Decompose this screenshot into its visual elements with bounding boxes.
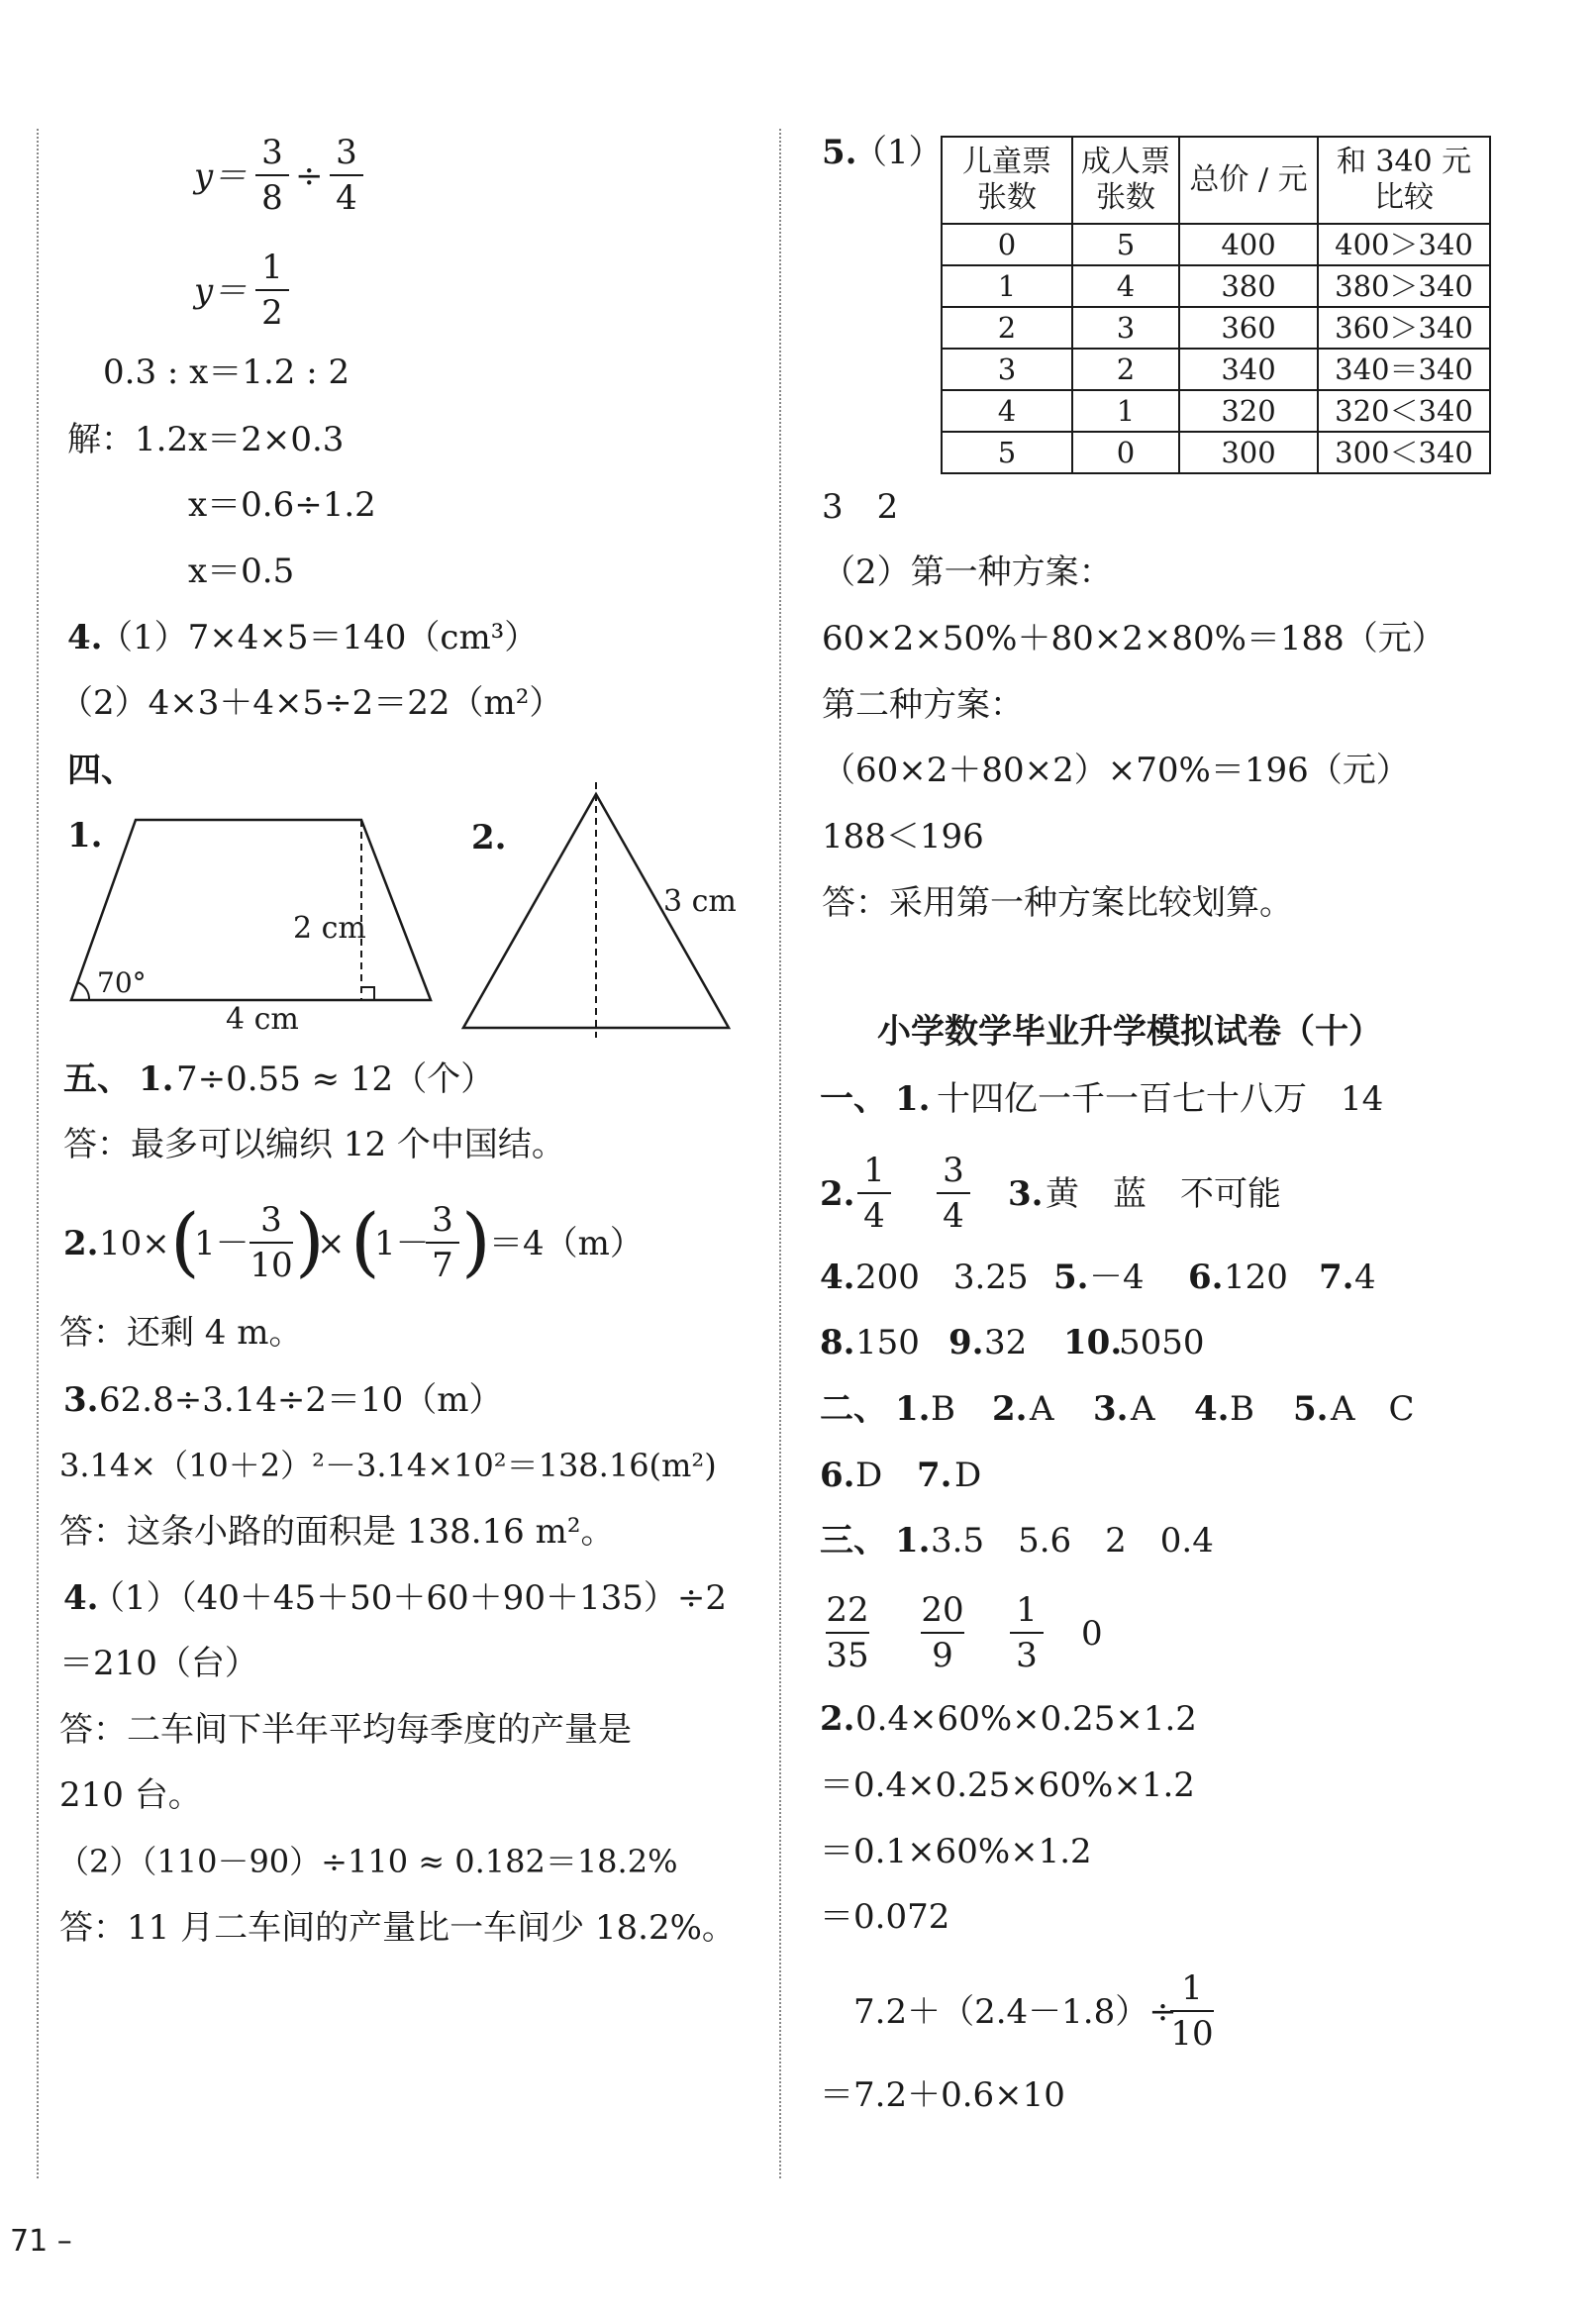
expression-part: 1－ [374, 1224, 430, 1263]
question-number: 4. [63, 1578, 99, 1618]
answer-value: 0 [1081, 1614, 1103, 1654]
question-number: 2. [820, 1699, 855, 1739]
answer-value: D [855, 1456, 883, 1495]
answer-line: （2）第一种方案： [822, 553, 1113, 592]
equation-line: x＝0.6÷1.2 [188, 485, 376, 525]
answer-line: 0.4×60%×0.25×1.2 [855, 1699, 1197, 1739]
table-header-cell: 儿童票 张数 [942, 137, 1072, 224]
question-number: 6. [1188, 1258, 1224, 1297]
question-number: 3. [1008, 1174, 1044, 1214]
question-number: 1. [139, 1059, 174, 1099]
paren-open: ( [350, 1197, 380, 1285]
answer-line: 答：这条小路的面积是 138.16 m²。 [59, 1512, 615, 1552]
answer-line: 3 2 [822, 487, 899, 527]
table-row: 1 4 380 380＞340 [942, 265, 1490, 307]
paren-close: ) [461, 1197, 491, 1285]
question-number: 5. [1053, 1258, 1089, 1297]
answer-value: A [1131, 1389, 1155, 1429]
fraction: 1 10 [1170, 1968, 1214, 2054]
fraction: 22 35 [826, 1590, 869, 1675]
answer-line: ＝0.1×60%×1.2 [820, 1832, 1092, 1871]
question-number: 1. [895, 1521, 931, 1561]
trapezoid-base-label: 4 cm [226, 1002, 299, 1037]
trapezoid-angle-label: 70° [97, 966, 147, 999]
answer-line: 7÷0.55 ≈ 12（个） [176, 1059, 495, 1099]
question-number: 10. [1063, 1323, 1123, 1362]
eq-y-label: y＝ [194, 271, 248, 311]
answer-value: 120 [1224, 1258, 1288, 1297]
table-header-cell: 成人票 张数 [1072, 137, 1179, 224]
equation-line: 0.3 : x＝1.2 : 2 [103, 353, 350, 392]
answer-line: 答：11 月二车间的产量比一车间少 18.2%。 [59, 1908, 736, 1948]
answer-value: A C [1331, 1389, 1415, 1429]
question-number: 9. [948, 1323, 984, 1362]
question-number: 7. [1319, 1258, 1354, 1297]
question-number: 2. [471, 818, 507, 857]
section-heading: 四、 [67, 751, 135, 790]
ticket-table [941, 136, 1491, 474]
fraction: 3 10 [249, 1200, 293, 1285]
answer-line: 210 台。 [59, 1775, 202, 1815]
answer-line: （2）（110－90）÷110 ≈ 0.182＝18.2% [57, 1843, 678, 1880]
answer-line: 62.8÷3.14÷2＝10（m） [99, 1380, 503, 1420]
table-header-row [942, 137, 1490, 224]
answer-line: 7.2＋（2.4－1.8）÷ [853, 1992, 1177, 2032]
answer-line: ＝0.4×0.25×60%×1.2 [820, 1765, 1195, 1805]
answer-line: ＝7.2＋0.6×10 [820, 2075, 1065, 2115]
answer-value: －4 [1089, 1258, 1145, 1297]
column-divider [779, 129, 781, 2178]
fraction: 3 7 [426, 1202, 459, 1283]
paren-open: ( [170, 1197, 200, 1285]
answer-line: ＝210（台） [59, 1644, 258, 1683]
table-row: 0 5 400 400＞340 [942, 224, 1490, 265]
question-number: 8. [820, 1323, 855, 1362]
question-number: 6. [820, 1456, 855, 1495]
answer-value: 32 [984, 1323, 1028, 1362]
answer-line: 188＜196 [822, 817, 984, 856]
question-number: 2. [992, 1389, 1028, 1429]
question-part: （1） [853, 133, 943, 172]
question-number: 2. [63, 1224, 99, 1263]
answer-line: 第二种方案： [822, 685, 1024, 725]
fraction: 20 9 [921, 1590, 964, 1675]
question-number: 3. [63, 1380, 99, 1420]
times-operator: × [317, 1224, 346, 1263]
answer-value: D [954, 1456, 982, 1495]
question-number: 1. [895, 1389, 931, 1429]
answer-line: 十四亿一千一百七十八万 14 [937, 1079, 1384, 1119]
question-number: 4. [1194, 1389, 1230, 1429]
equation-line: 解：1.2x＝2×0.3 [67, 420, 345, 459]
page-number: 71 – [10, 2224, 72, 2259]
answer-value: 200 3.25 [855, 1258, 1029, 1297]
answer-value: A [1030, 1389, 1054, 1429]
exam-title: 小学数学毕业升学模拟试卷（十） [877, 1012, 1382, 1052]
section-heading: 五、 [63, 1059, 131, 1099]
paren-close: ) [295, 1197, 325, 1285]
trapezoid-height-label: 2 cm [293, 911, 366, 946]
fraction: 3 4 [937, 1153, 970, 1234]
table-row: 3 2 340 340＝340 [942, 349, 1490, 390]
answer-value: 4 [1354, 1258, 1376, 1297]
answer-line: ＝0.072 [820, 1897, 950, 1937]
expression-part: 1－ [194, 1224, 249, 1263]
section-heading: 一、 [820, 1079, 887, 1119]
eq-y-label: y＝ [194, 156, 248, 196]
equation-line: x＝0.5 [188, 552, 295, 591]
fraction: 1 2 [255, 250, 289, 331]
question-number: 1. [67, 816, 103, 856]
question-number: 5. [822, 133, 857, 172]
question-number: 4. [67, 618, 103, 657]
question-number: 7. [917, 1456, 952, 1495]
table-row: 5 0 300 300＜340 [942, 432, 1490, 473]
answer-line: 60×2×50%＋80×2×80%＝188（元） [822, 619, 1446, 658]
table-header-cell: 和 340 元 比较 [1318, 137, 1490, 224]
answer-value: 3.5 5.6 2 0.4 [931, 1521, 1214, 1561]
section-heading: 二、 [820, 1389, 887, 1429]
fraction: 1 4 [857, 1153, 891, 1234]
triangle-side-label: 3 cm [663, 884, 737, 919]
divide-operator: ÷ [295, 156, 324, 196]
answer-line: 答：二车间下半年平均每季度的产量是 [59, 1710, 632, 1750]
answer-line: 3.14×（10＋2）²－3.14×10²＝138.16(m²) [59, 1447, 717, 1484]
table-row: 2 3 360 360＞340 [942, 307, 1490, 349]
answer-value: 5050 [1119, 1323, 1205, 1362]
answer-line: （60×2＋80×2）×70%＝196（元） [822, 751, 1410, 790]
table-header-cell: 总价 / 元 [1179, 137, 1318, 224]
answer-line: （2）4×3＋4×5÷2＝22（m²） [59, 683, 563, 723]
answer-value: B [1230, 1389, 1254, 1429]
expression-part: 10× [99, 1224, 170, 1263]
fraction: 1 3 [1010, 1592, 1044, 1673]
fraction: 3 4 [330, 135, 363, 216]
question-number: 3. [1093, 1389, 1129, 1429]
question-number: 4. [820, 1258, 855, 1297]
section-heading: 三、 [820, 1521, 887, 1561]
answer-line: 黄 蓝 不可能 [1046, 1174, 1281, 1214]
table-row: 4 1 320 320＜340 [942, 390, 1490, 432]
left-margin-divider [37, 129, 39, 2178]
question-number: 1. [895, 1079, 931, 1119]
fraction: 3 8 [255, 135, 289, 216]
answer-line: （1）7×4×5＝140（cm³） [99, 618, 539, 657]
question-number: 5. [1293, 1389, 1329, 1429]
answer-value: 150 [855, 1323, 920, 1362]
answer-value: B [931, 1389, 955, 1429]
answer-line: （1）（40＋45＋50＋60＋90＋135）÷2 [91, 1578, 727, 1618]
answer-line: 答：采用第一种方案比较划算。 [822, 883, 1293, 923]
answer-line: 答：还剩 4 m。 [59, 1313, 303, 1353]
expression-part: ＝4（m） [489, 1224, 644, 1263]
answer-line: 答：最多可以编织 12 个中国结。 [63, 1125, 565, 1164]
question-number: 2. [820, 1174, 855, 1214]
